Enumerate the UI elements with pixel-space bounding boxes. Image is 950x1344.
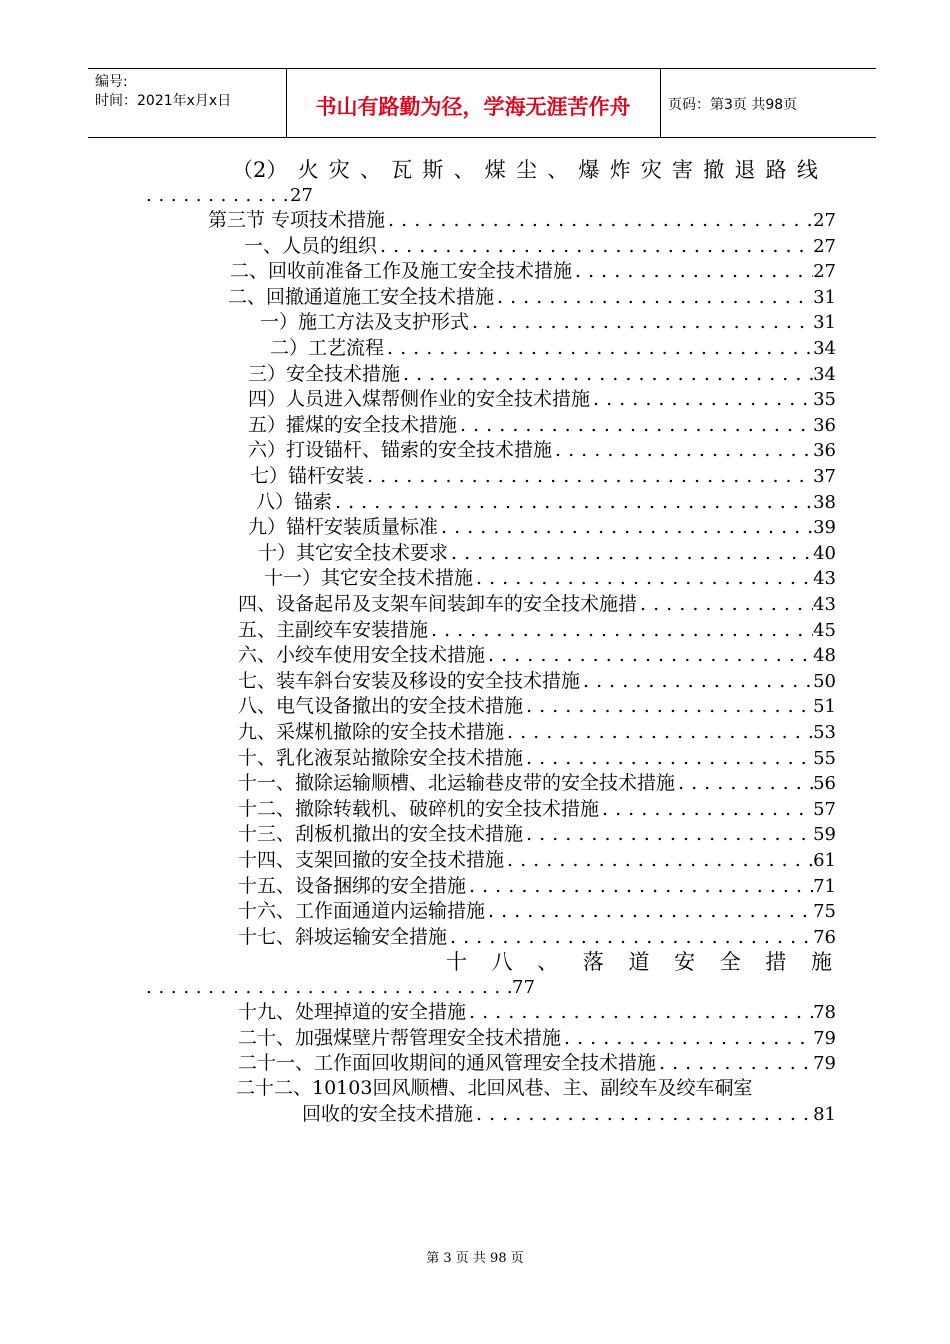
toc-entry (238, 874, 836, 899)
toc-char: 退 (734, 158, 756, 182)
dot-leader (675, 771, 813, 796)
toc-entry-title: 六、小绞车使用安全技术措施 (238, 644, 486, 667)
toc-entry-title: 三）安全技术措施 (248, 362, 401, 385)
toc-entry-title: 二十一、工作面回收期间的通风管理安全技术措施 (238, 1052, 657, 1075)
toc-page-number: 39 (813, 517, 836, 539)
toc-entry-title: 二十二、10103回风顺槽、北回风巷、主、副绞车及绞车硐室 (236, 1077, 753, 1099)
toc-entry (238, 771, 836, 796)
dot-leader (438, 515, 813, 540)
toc-page-number: 71 (813, 875, 836, 897)
toc-char: 道 (628, 950, 650, 974)
toc-entry-title: 十三、刮板机撤出的安全技术措施 (238, 823, 524, 846)
toc-entry (238, 618, 836, 643)
toc-char: 、 (547, 158, 569, 182)
toc-entry (238, 1051, 836, 1076)
toc-entry (238, 720, 836, 745)
header-divider (286, 69, 287, 137)
toc-char: 害 (672, 158, 694, 182)
toc-entry (248, 413, 836, 438)
dot-leader (473, 566, 813, 591)
toc-page-number: 76 (813, 926, 836, 948)
dot-leader (448, 541, 813, 566)
dot-leader (504, 848, 813, 873)
toc-page-number: 31 (813, 312, 836, 334)
toc-entry (248, 387, 836, 412)
toc-entry-title: 八）锚索 (256, 490, 333, 513)
dot-leader (447, 925, 813, 950)
toc-page-number: 48 (813, 645, 836, 667)
toc-page-number: 55 (813, 747, 836, 769)
toc-page-number: 79 (813, 1027, 836, 1049)
toc-entry (238, 1026, 836, 1051)
toc-entry (238, 746, 836, 771)
toc-entry-title: 四、设备起吊及支架车间装卸车的安全技术施措 (238, 593, 638, 615)
toc-page-number: 75 (813, 901, 836, 923)
toc-entry (250, 464, 836, 489)
toc-entry-title: 十七、斜坡运输安全措施 (238, 925, 448, 948)
time-label: 时间：2021年x月x日 (95, 93, 232, 109)
toc-entry-justified (232, 157, 818, 183)
header-motto: 书山有路勤为径，学海无涯苦作舟 (315, 94, 631, 119)
toc-entry-title: 九）锚杆安装质量标准 (248, 516, 439, 539)
serial-label: 编号: (95, 74, 128, 90)
toc-page-number: 34 (813, 363, 836, 385)
toc-page-number: 35 (813, 389, 836, 411)
toc-entry (228, 285, 836, 310)
toc-page-number: 34 (813, 338, 836, 359)
toc-page-number: 77 (512, 977, 535, 998)
toc-entry-title: 回收的安全技术措施 (302, 1103, 474, 1125)
toc-char: 煤 (484, 158, 506, 182)
toc-page-number: 59 (813, 824, 836, 846)
toc-entry-title: 十九、处理掉道的安全措施 (238, 1001, 467, 1023)
toc-entry (260, 310, 836, 335)
header-divider (660, 69, 661, 137)
toc-page-number: 51 (813, 696, 836, 718)
dot-leader (504, 720, 813, 745)
toc-char: 撤 (703, 158, 725, 182)
toc-char: 措 (765, 950, 787, 974)
toc-entry (230, 259, 836, 284)
toc-entry (256, 490, 836, 515)
toc-char: 八 (491, 950, 513, 974)
toc-page-number: 56 (813, 773, 836, 795)
toc-entry (238, 925, 836, 950)
dot-leader (590, 387, 813, 412)
toc-char: 炸 (609, 158, 631, 182)
dot-leader (384, 336, 813, 361)
toc-entry-justified (446, 949, 832, 975)
dot-leader (656, 1051, 813, 1076)
toc-page-number: 61 (813, 850, 836, 871)
toc-entry (264, 566, 836, 591)
toc-entry-title: 二、回收前准备工作及施工安全技术措施 (230, 260, 573, 283)
toc-entry-title: 十一、撤除运输顺槽、北运输巷皮带的安全技术措施 (238, 772, 676, 795)
dot-leader (485, 643, 813, 668)
dot-leader (561, 1026, 813, 1051)
dot-leader (332, 490, 813, 515)
toc-entry-title: 六）打设锚杆、锚索的安全技术措施 (248, 439, 553, 462)
dot-leader (469, 310, 813, 335)
toc-page-number: 36 (813, 414, 836, 436)
toc-page-number: 38 (813, 491, 836, 513)
toc-page-number: 43 (813, 594, 836, 615)
dot-leader (523, 694, 813, 719)
toc-entry (238, 899, 836, 924)
toc-entry (248, 438, 836, 463)
toc-entry-title: 五）攉煤的安全技术措施 (248, 413, 458, 436)
toc-entry (258, 541, 836, 566)
toc-char: （2） (232, 158, 288, 182)
toc-entry (238, 592, 836, 617)
dot-leader (637, 592, 813, 617)
dot-leader (377, 234, 813, 259)
dot-leader (572, 259, 813, 284)
toc-entry-title: 八、电气设备撤出的安全技术措施 (238, 695, 524, 718)
dot-leader (428, 618, 813, 643)
toc-entry (238, 643, 836, 668)
toc-entry-title: 二十、加强煤壁片帮管理安全技术措施 (238, 1026, 562, 1049)
toc-entry-title: 二、回撤通道施工安全技术措施 (228, 285, 495, 308)
dot-leader (485, 899, 813, 924)
toc-entry (270, 336, 836, 361)
toc-page-number: 27 (813, 261, 836, 283)
toc-page-number: 31 (813, 286, 836, 308)
toc-page-number: 57 (813, 798, 836, 820)
dot-leader (466, 1000, 813, 1025)
page-footer: 第 3 页 共 98 页 (426, 1251, 524, 1266)
toc-char: 火 (297, 158, 319, 182)
toc-char: 灾 (328, 158, 350, 182)
toc-char: 尘 (516, 158, 537, 182)
toc-entry-title: 十五、设备捆绑的安全措施 (238, 874, 467, 897)
toc-char: 、 (453, 158, 475, 182)
dot-leader (523, 746, 813, 771)
toc-entry-title: 十、乳化液泵站撤除安全技术措施 (238, 746, 524, 769)
toc-char: 爆 (578, 158, 600, 182)
toc-page-number: 40 (813, 542, 836, 564)
toc-entry-title: 九、采煤机撤除的安全技术措施 (238, 721, 505, 743)
page-header (88, 68, 876, 138)
toc-entry-title: 二）工艺流程 (270, 337, 385, 359)
toc-entry-title: 四）人员进入煤帮侧作业的安全技术措施 (248, 388, 591, 411)
toc-entry-title: 五、主副绞车安装措施 (238, 618, 429, 641)
toc-page-number: 81 (813, 1104, 836, 1125)
toc-page-number: 45 (813, 619, 836, 641)
toc-entry (238, 694, 836, 719)
toc-entry-continuation (146, 184, 313, 208)
toc-entry (244, 234, 836, 259)
toc-entry (238, 822, 836, 847)
header-page-label: 页码：第3页 共98页 (668, 97, 798, 113)
toc-entry (236, 1076, 836, 1101)
toc-char: 十 (446, 950, 467, 974)
toc-entry-title: 一、人员的组织 (244, 234, 378, 257)
dot-leader (385, 208, 813, 233)
toc-page-number: 53 (813, 722, 836, 743)
dot-leader (400, 362, 813, 387)
toc-char: 施 (811, 950, 832, 974)
toc-char: 线 (796, 158, 818, 182)
toc-entry-continuation (146, 976, 535, 1000)
toc-entry (238, 669, 836, 694)
toc-page-number: 43 (813, 568, 836, 590)
toc-entry (238, 848, 836, 873)
toc-entry-title: 十一）其它安全技术措施 (264, 567, 474, 590)
dot-leader (494, 285, 813, 310)
toc-char: 灾 (640, 158, 662, 182)
toc-entry (238, 1000, 836, 1025)
toc-page-number: 36 (813, 440, 836, 462)
toc-entry-title: 一）施工方法及支护形式 (260, 311, 470, 334)
toc-entry (248, 515, 836, 540)
toc-char: 安 (674, 950, 696, 974)
dot-leader (599, 797, 813, 822)
toc-char: 斯 (422, 158, 444, 182)
toc-page-number: 27 (813, 210, 836, 231)
toc-char: 路 (765, 158, 787, 182)
toc-page-number: 50 (813, 670, 836, 692)
toc-char: 、 (537, 950, 559, 974)
toc-entry-title: 七、装车斜台安装及移设的安全技术措施 (238, 669, 581, 692)
toc-entry-title: 十四、支架回撤的安全技术措施 (238, 849, 505, 871)
dot-leader (364, 464, 813, 489)
toc-page-number: 79 (813, 1053, 836, 1075)
toc-entry (208, 208, 836, 233)
header-meta (95, 73, 231, 111)
dot-leader (580, 669, 813, 694)
dot-leader (146, 184, 290, 208)
toc-entry-title: 七）锚杆安装 (250, 465, 365, 487)
toc-char: 、 (359, 158, 381, 182)
toc-char: 落 (582, 950, 604, 974)
toc-page-number: 27 (290, 185, 313, 206)
toc-entry (302, 1102, 836, 1127)
dot-leader (523, 822, 813, 847)
toc-page-number: 78 (813, 1002, 836, 1023)
toc-entry-title: 十六、工作面通道内运输措施 (238, 900, 486, 923)
dot-leader (552, 438, 813, 463)
toc-entry-title: 十二、撤除转载机、破碎机的安全技术措施 (238, 797, 600, 820)
toc-entry (248, 362, 836, 387)
dot-leader (466, 874, 813, 899)
toc-page-number: 27 (813, 235, 836, 257)
dot-leader (146, 976, 512, 1000)
dot-leader (457, 413, 813, 438)
toc-char: 全 (719, 950, 741, 974)
toc-page-number: 37 (813, 466, 836, 487)
toc-entry-title: 十）其它安全技术要求 (258, 541, 449, 564)
toc-char: 瓦 (391, 158, 413, 182)
toc-entry (238, 797, 836, 822)
dot-leader (473, 1102, 813, 1127)
toc-entry-title: 第三节 专项技术措施 (208, 209, 386, 231)
